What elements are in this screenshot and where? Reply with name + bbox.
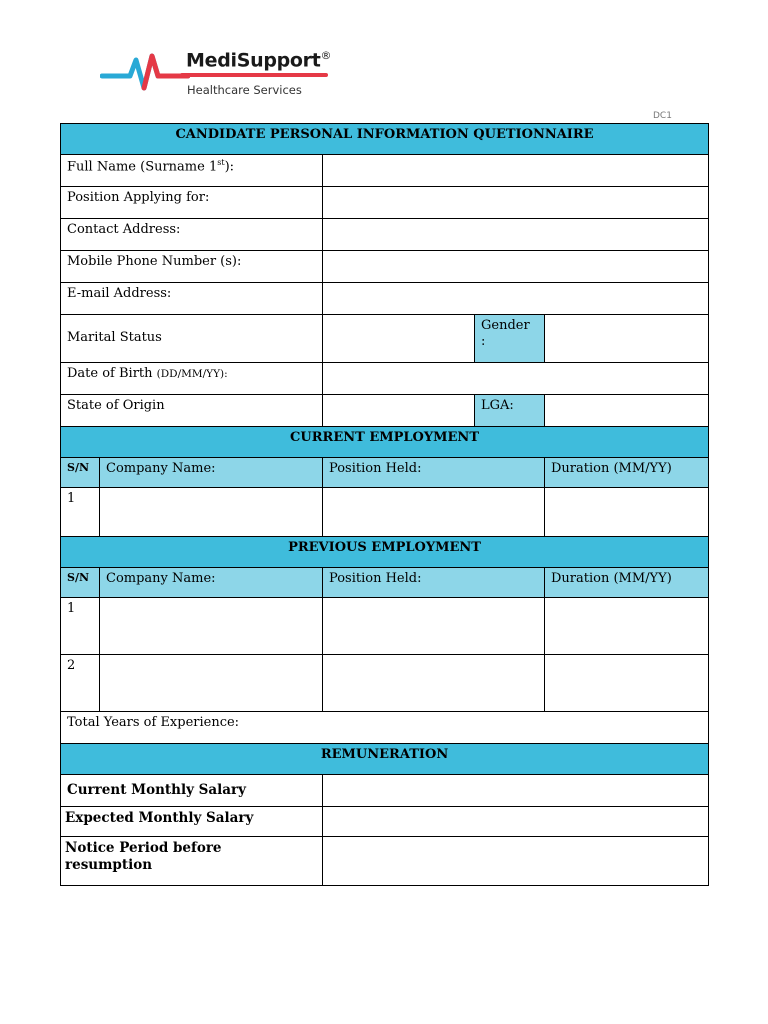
expected-salary-field[interactable] xyxy=(323,807,709,837)
phone-label: Mobile Phone Number (s): xyxy=(61,251,323,283)
duration-field[interactable] xyxy=(545,598,709,655)
position-label: Position Applying for: xyxy=(61,187,323,219)
previous-employment-header xyxy=(61,537,709,568)
dob-row xyxy=(61,363,709,395)
position-row xyxy=(61,187,709,219)
current-salary-row xyxy=(61,775,709,807)
email-field[interactable] xyxy=(323,283,709,315)
notice-period-field[interactable] xyxy=(323,837,709,886)
questionnaire-table xyxy=(60,123,709,886)
expected-salary-label: Expected Monthly Salary xyxy=(61,807,323,837)
address-row xyxy=(61,219,709,251)
table-row xyxy=(61,655,709,712)
full-name-label: Full Name (Surname 1st): xyxy=(61,155,323,187)
duration-header: Duration (MM/YY) xyxy=(545,568,709,598)
previous-employment-columns xyxy=(61,568,709,598)
form-title: CANDIDATE PERSONAL INFORMATION QUETIONNAIRE xyxy=(61,124,709,155)
phone-row xyxy=(61,251,709,283)
current-employment-title: CURRENT EMPLOYMENT xyxy=(61,427,709,458)
position-held-field[interactable] xyxy=(323,488,545,537)
current-employment-header xyxy=(61,427,709,458)
phone-field[interactable] xyxy=(323,251,709,283)
row-number: 1 xyxy=(61,598,100,655)
dob-label: Date of Birth (DD/MM/YY): xyxy=(61,363,323,395)
notice-period-row xyxy=(61,837,709,886)
gender-label: Gender : xyxy=(475,315,545,363)
company-header: Company Name: xyxy=(100,568,323,598)
title-row xyxy=(61,124,709,155)
position-held-header: Position Held: xyxy=(323,458,545,488)
state-label: State of Origin xyxy=(61,395,323,427)
sn-header: S/N xyxy=(61,568,100,598)
marital-row xyxy=(61,315,709,363)
duration-header: Duration (MM/YY) xyxy=(545,458,709,488)
logo-underline xyxy=(180,72,330,78)
company-field[interactable] xyxy=(100,488,323,537)
notice-period-label: Notice Period before resumption xyxy=(61,837,323,886)
table-row xyxy=(61,488,709,537)
row-number: 2 xyxy=(61,655,100,712)
remuneration-header xyxy=(61,744,709,775)
marital-field[interactable] xyxy=(323,315,475,363)
state-field[interactable] xyxy=(323,395,475,427)
current-salary-label: Current Monthly Salary xyxy=(61,775,323,807)
total-experience-row xyxy=(61,712,709,744)
remuneration-title: REMUNERATION xyxy=(61,744,709,775)
state-row xyxy=(61,395,709,427)
heartbeat-icon xyxy=(100,50,190,94)
position-held-field[interactable] xyxy=(323,655,545,712)
lga-label: LGA: xyxy=(475,395,545,427)
gender-field[interactable] xyxy=(545,315,709,363)
position-held-field[interactable] xyxy=(323,598,545,655)
document-code: DC1 xyxy=(653,111,672,121)
current-employment-columns xyxy=(61,458,709,488)
current-salary-field[interactable] xyxy=(323,775,709,807)
row-number: 1 xyxy=(61,488,100,537)
table-row xyxy=(61,598,709,655)
company-header: Company Name: xyxy=(100,458,323,488)
address-field[interactable] xyxy=(323,219,709,251)
logo-tagline: Healthcare Services xyxy=(187,83,302,97)
full-name-row xyxy=(61,155,709,187)
full-name-field[interactable] xyxy=(323,155,709,187)
expected-salary-row xyxy=(61,807,709,837)
company-field[interactable] xyxy=(100,598,323,655)
company-field[interactable] xyxy=(100,655,323,712)
duration-field[interactable] xyxy=(545,488,709,537)
previous-employment-title: PREVIOUS EMPLOYMENT xyxy=(61,537,709,568)
marital-label: Marital Status xyxy=(61,315,323,363)
logo-name: MediSupport® xyxy=(186,49,332,72)
sn-header: S/N xyxy=(61,458,100,488)
email-label: E-mail Address: xyxy=(61,283,323,315)
position-held-header: Position Held: xyxy=(323,568,545,598)
duration-field[interactable] xyxy=(545,655,709,712)
position-field[interactable] xyxy=(323,187,709,219)
lga-field[interactable] xyxy=(545,395,709,427)
medisupport-logo xyxy=(100,46,340,102)
total-experience-field[interactable]: Total Years of Experience: xyxy=(61,712,709,744)
email-row xyxy=(61,283,709,315)
dob-field[interactable] xyxy=(323,363,709,395)
address-label: Contact Address: xyxy=(61,219,323,251)
